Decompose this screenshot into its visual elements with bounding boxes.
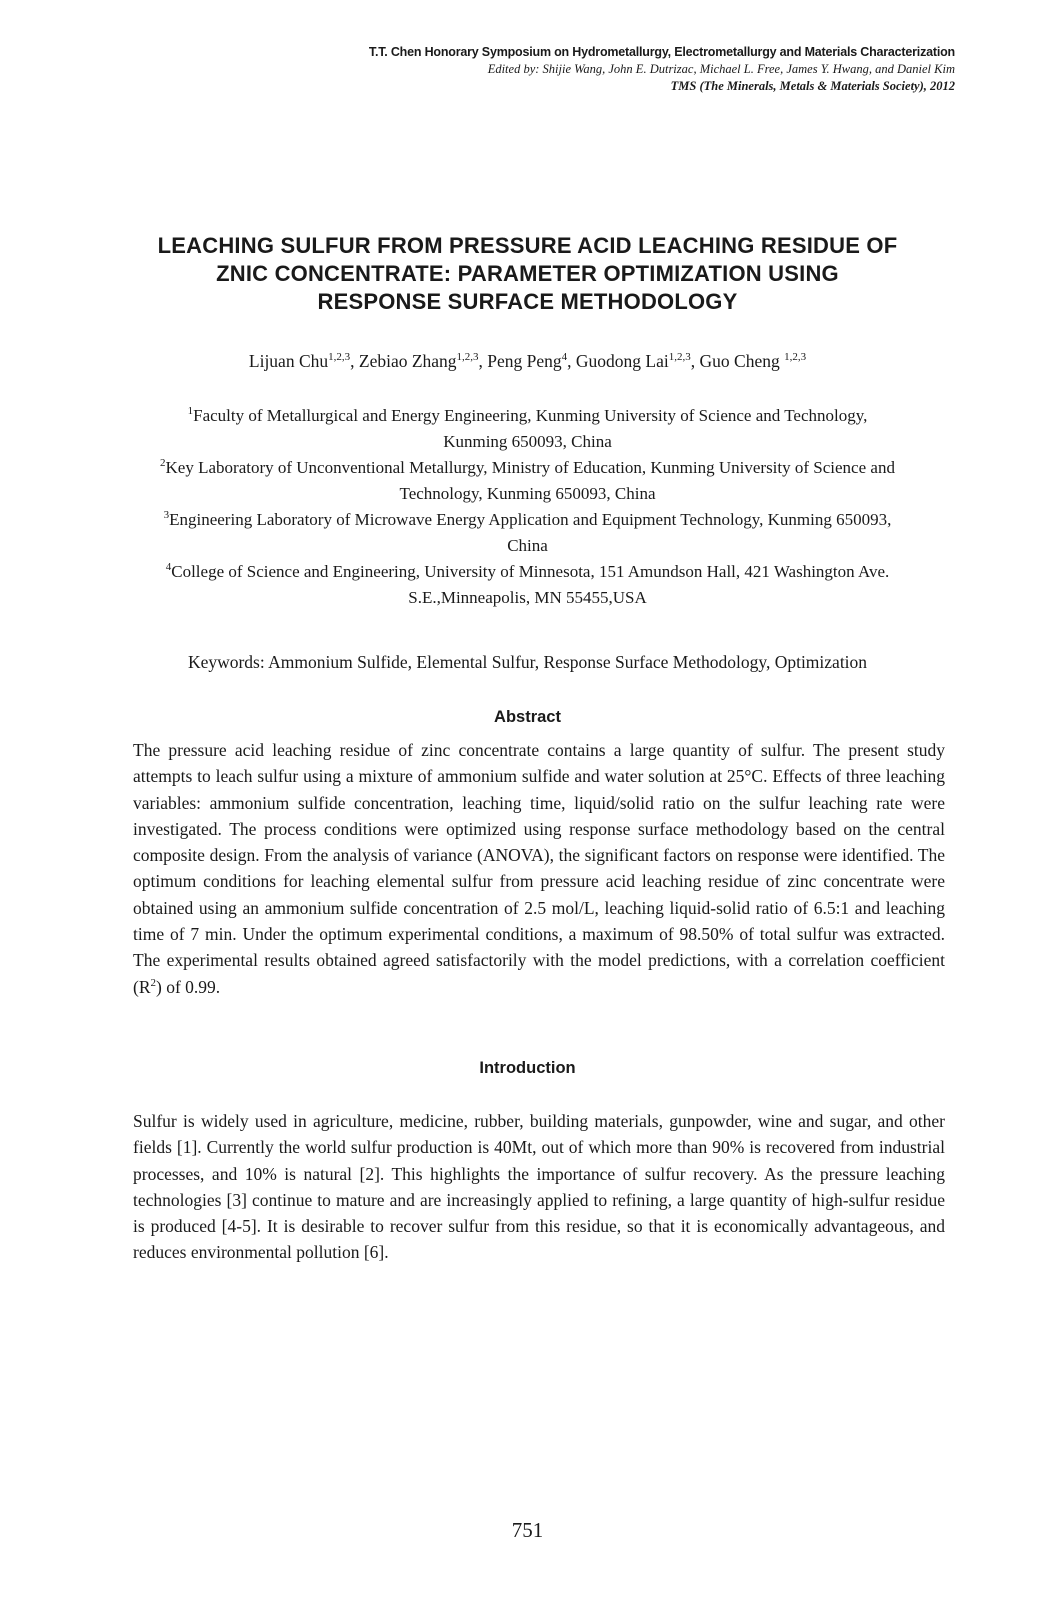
abstract-heading: Abstract [494, 708, 561, 726]
affiliation [160, 403, 895, 455]
author-name: Lijuan Chu [248, 351, 329, 371]
affiliation [160, 455, 895, 507]
author-name: Zebiao Zhang [358, 351, 457, 371]
title-line-3: RESPONSE SURFACE METHODOLOGY [317, 289, 738, 314]
abstract-text-end: ) of 0.99. [156, 976, 221, 997]
introduction-heading: Introduction [479, 1059, 576, 1077]
affiliation-text: Faculty of Metallurgical and Energy Engineering, Kunming University of Science and Technology, Kunming 650093, China [193, 406, 868, 451]
affiliation [160, 559, 895, 611]
author-list [100, 350, 955, 372]
r-squared-sup: 2 [150, 976, 156, 989]
affiliation-number: 2 [160, 457, 166, 469]
author-affil-sup: 4 [561, 351, 568, 363]
author-name: Peng Peng [487, 351, 562, 371]
author-affil-sup: 1,2,3 [668, 351, 691, 363]
author-sep: , [478, 351, 488, 371]
introduction-body: Sulfur is widely used in agriculture, medicine, rubber, building materials, gunpowder, wine and sugar, and other fields [1]. Currently the world sulfur production is 40Mt, out of which more than 90% is recovered from industrial processes, and 10% is natural [2]. This highlights the importance of sulfur recovery. As the pressure leaching technologies [3] continue to mature and are increasingly applied to refining, a large quantity of high-sulfur residue is produced [4-5]. It is desirable to recover sulfur from this residue, so that it is economically advantageous, and reduces environmental pollution [6]. [133, 1111, 945, 1263]
affiliation-text: Engineering Laboratory of Microwave Energy Application and Equipment Technology, Kunming 650093, China [169, 510, 892, 555]
page-number: 751 [511, 1518, 544, 1542]
title-line-2: ZNIC CONCENTRATE: PARAMETER OPTIMIZATION USING [216, 261, 839, 286]
affiliation-number: 3 [163, 509, 170, 521]
editors-line: Edited by: Shijie Wang, John E. Dutrizac, Michael L. Free, James Y. Hwang, and Daniel Kim [487, 62, 955, 76]
author [249, 351, 359, 371]
abstract-body [133, 737, 945, 1000]
affiliation-number: 4 [165, 561, 172, 573]
author-sep: , [350, 351, 359, 371]
author [359, 351, 487, 371]
affiliation [160, 507, 895, 559]
title-line-1: LEACHING SULFUR FROM PRESSURE ACID LEACHING RESIDUE OF [157, 233, 898, 258]
author [576, 351, 700, 371]
author-sep: , [690, 351, 700, 371]
abstract-text: The pressure acid leaching residue of zinc concentrate contains a large quantity of sulfur. The present study attempts to leach sulfur using a mixture of ammonium sulfide and water solution at 25°C. Effects of three leaching variables: ammonium sulfide concentration, leaching time, liquid/solid ratio on the sulfur leaching rate were investigated. The process conditions were optimized using response surface methodology based on the central composite design. From the analysis of variance (ANOVA), the significant factors on response were identified. The optimum conditions for leaching elemental sulfur from pressure acid leaching residue of zinc concentrate were obtained using an ammonium sulfide concentration of 2.5 mol/L, leaching liquid-solid ratio of 6.5:1 and leaching time of 7 min. Under the optimum experimental conditions, a maximum of 98.50% of total sulfur was extracted. The experimental results obtained agreed satisfactorily with the model predictions, with a correlation coefficient (R [133, 740, 945, 997]
affiliations [160, 403, 895, 611]
keywords: Keywords: Ammonium Sulfide, Elemental Sulfur, Response Surface Methodology, Optimization [187, 652, 868, 672]
author [700, 351, 807, 371]
author [487, 351, 576, 371]
author-name: Guo Cheng [699, 351, 785, 371]
author-sep: , [567, 351, 576, 371]
author-affil-sup: 1,2,3 [328, 351, 351, 363]
paper-title [100, 232, 955, 316]
author-affil-sup: 1,2,3 [456, 351, 479, 363]
affiliation-number: 1 [187, 405, 194, 417]
symposium-title: T.T. Chen Honorary Symposium on Hydrometallurgy, Electrometallurgy and Materials Characterization [368, 45, 955, 59]
author-affil-sup: 1,2,3 [784, 351, 807, 363]
running-header [369, 44, 955, 95]
affiliation-text: College of Science and Engineering, University of Minnesota, 151 Amundson Hall, 421 Washington Ave. S.E.,Minneapolis, MN 55455,USA [171, 562, 890, 607]
publisher-line: TMS (The Minerals, Metals & Materials Society), 2012 [670, 79, 955, 93]
affiliation-text: Key Laboratory of Unconventional Metallurgy, Ministry of Education, Kunming University of Science and Technology, Kunming 650093, China [165, 458, 895, 503]
author-name: Guodong Lai [575, 351, 669, 371]
